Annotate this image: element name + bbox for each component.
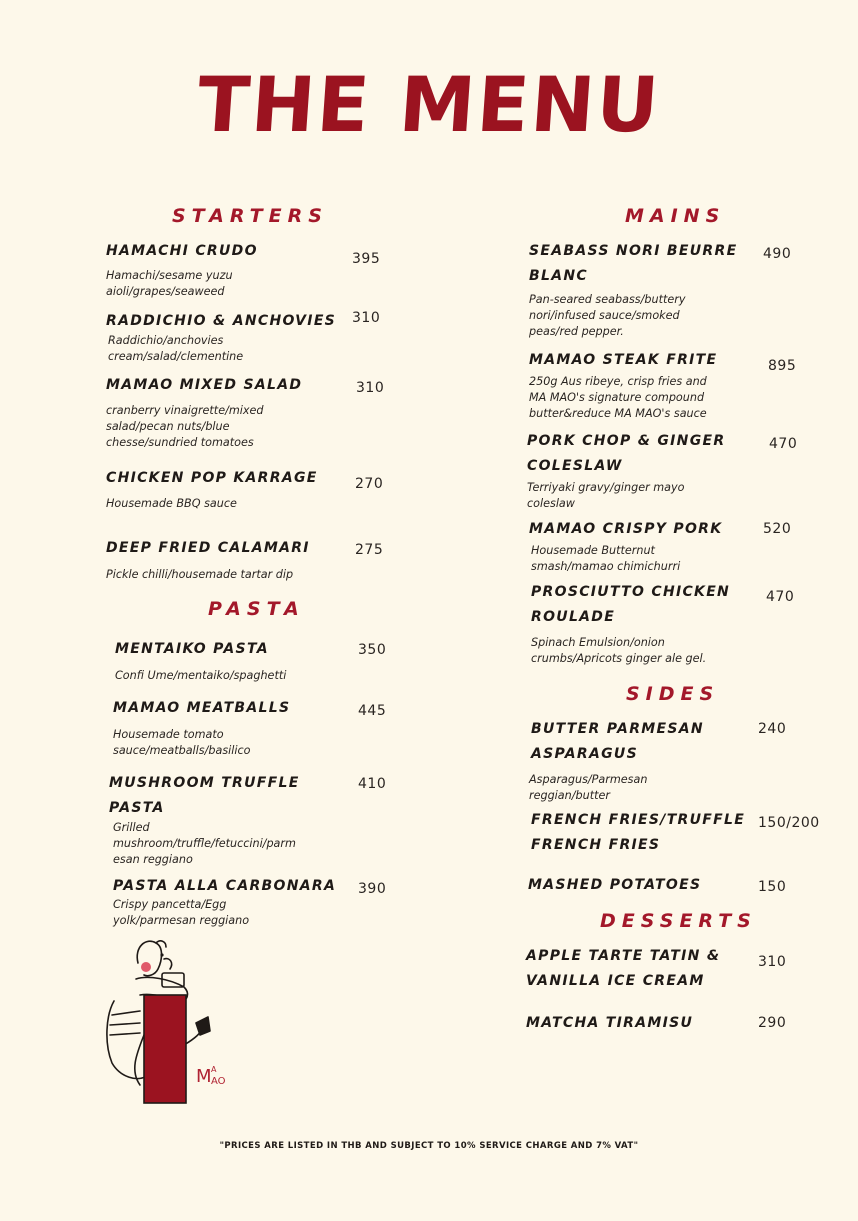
menu-item-price: 310 [352, 310, 381, 326]
menu-item-description: Hamachi/sesame yuzu aioli/grapes/seaweed [106, 269, 233, 298]
menu-item-description: Housemade Butternut smash/mamao chimichurri [531, 544, 681, 573]
menu-item-price: 470 [769, 436, 798, 452]
menu-item-description: Grilled mushroom/truffle/fetuccini/parm esan reggiano [113, 821, 296, 866]
menu-item-description: Asparagus/Parmesan reggian/butter [529, 773, 648, 802]
section-title-mains: MAINS [625, 205, 726, 227]
menu-item-name: MENTAIKO PASTA [115, 641, 269, 657]
menu-item-name: SEABASS NORI BEURRE BLANC [529, 243, 738, 284]
menu-item-name: FRENCH FRIES/TRUFFLE FRENCH FRIES [531, 812, 746, 853]
menu-item-name: MASHED POTATOES [528, 877, 702, 893]
page-title: THE MENU [194, 60, 664, 149]
menu-item-name: APPLE TARTE TATIN & VANILLA ICE CREAM [526, 948, 721, 989]
menu-item-price: 275 [355, 542, 384, 558]
menu-item-description: Terriyaki gravy/ginger mayo coleslaw [527, 481, 685, 510]
menu-item-description: Crispy pancetta/Egg yolk/parmesan reggiano [113, 898, 250, 927]
menu-item-description: Housemade BBQ sauce [106, 497, 237, 510]
menu-item-price: 310 [758, 954, 787, 970]
svg-text:AO: AO [211, 1076, 226, 1087]
menu-item-price: 490 [763, 246, 792, 262]
menu-item-price: 150 [758, 879, 787, 895]
menu-item-name: MATCHA TIRAMISU [526, 1015, 694, 1031]
menu-item-price: 390 [358, 881, 387, 897]
menu-item-price: 520 [763, 521, 792, 537]
section-title-starters: STARTERS [172, 205, 328, 227]
menu-item-name: MAMAO MIXED SALAD [106, 377, 303, 393]
menu-item-name: PASTA ALLA CARBONARA [113, 878, 337, 894]
menu-item-price: 240 [758, 721, 787, 737]
price-disclaimer: "PRICES ARE LISTED IN THB AND SUBJECT TO 10% SERVICE CHARGE AND 7% VAT" [219, 1141, 639, 1151]
menu-item-price: 470 [766, 589, 795, 605]
menu-item-description: Spinach Emulsion/onion crumbs/Apricots ginger ale gel. [531, 636, 707, 665]
menu-item-name: MAMAO CRISPY PORK [529, 521, 723, 537]
menu-item-name: BUTTER PARMESAN ASPARAGUS [531, 721, 704, 762]
menu-item-name: DEEP FRIED CALAMARI [106, 540, 310, 556]
menu-item-name: CHICKEN POP KARRAGE [106, 470, 318, 486]
menu-item-price: 150/200 [758, 815, 820, 831]
menu-item-price: 410 [358, 776, 387, 792]
menu-item-price: 445 [358, 703, 387, 719]
menu-item-description: Pickle chilli/housemade tartar dip [106, 568, 294, 581]
svg-text:M: M [196, 1066, 212, 1087]
menu-item-description: Confi Ume/mentaiko/spaghetti [115, 669, 287, 682]
menu-item-name: RADDICHIO & ANCHOVIES [106, 313, 337, 329]
menu-item-description: Raddichio/anchovies cream/salad/clementine [108, 334, 244, 363]
menu-item-price: 270 [355, 476, 384, 492]
menu-item-name: MAMAO STEAK FRITE [529, 352, 718, 368]
menu-item-name: MUSHROOM TRUFFLE PASTA [109, 775, 300, 816]
menu-item-name: HAMACHI CRUDO [106, 243, 258, 259]
menu-item-price: 290 [758, 1015, 787, 1031]
menu-item-description: Pan-seared seabass/buttery nori/infused sauce/smoked peas/red pepper. [529, 293, 686, 338]
menu-item-name: PORK CHOP & GINGER COLESLAW [527, 433, 726, 474]
menu-item-price: 310 [356, 380, 385, 396]
menu-item-name: PROSCIUTTO CHICKEN ROULADE [531, 584, 731, 625]
section-title-sides: SIDES [626, 683, 720, 705]
menu-item-description: Housemade tomato sauce/meatballs/basilico [113, 728, 251, 757]
menu-item-name: MAMAO MEATBALLS [113, 700, 291, 716]
menu-item-price: 350 [358, 642, 387, 658]
svg-text:A: A [211, 1065, 217, 1074]
section-title-desserts: DESSERTS [600, 910, 757, 932]
menu-item-description: 250g Aus ribeye, crisp fries and MA MAO's signature compound butter&reduce MA MAO's sauce [529, 375, 707, 420]
mamao-logo [196, 1062, 240, 1093]
menu-item-description: cranberry vinaigrette/mixed salad/pecan nuts/blue chesse/sundried tomatoes [106, 404, 264, 449]
menu-item-price: 895 [768, 358, 797, 374]
section-title-pasta: PASTA [208, 598, 305, 620]
menu-item-price: 395 [352, 251, 381, 267]
